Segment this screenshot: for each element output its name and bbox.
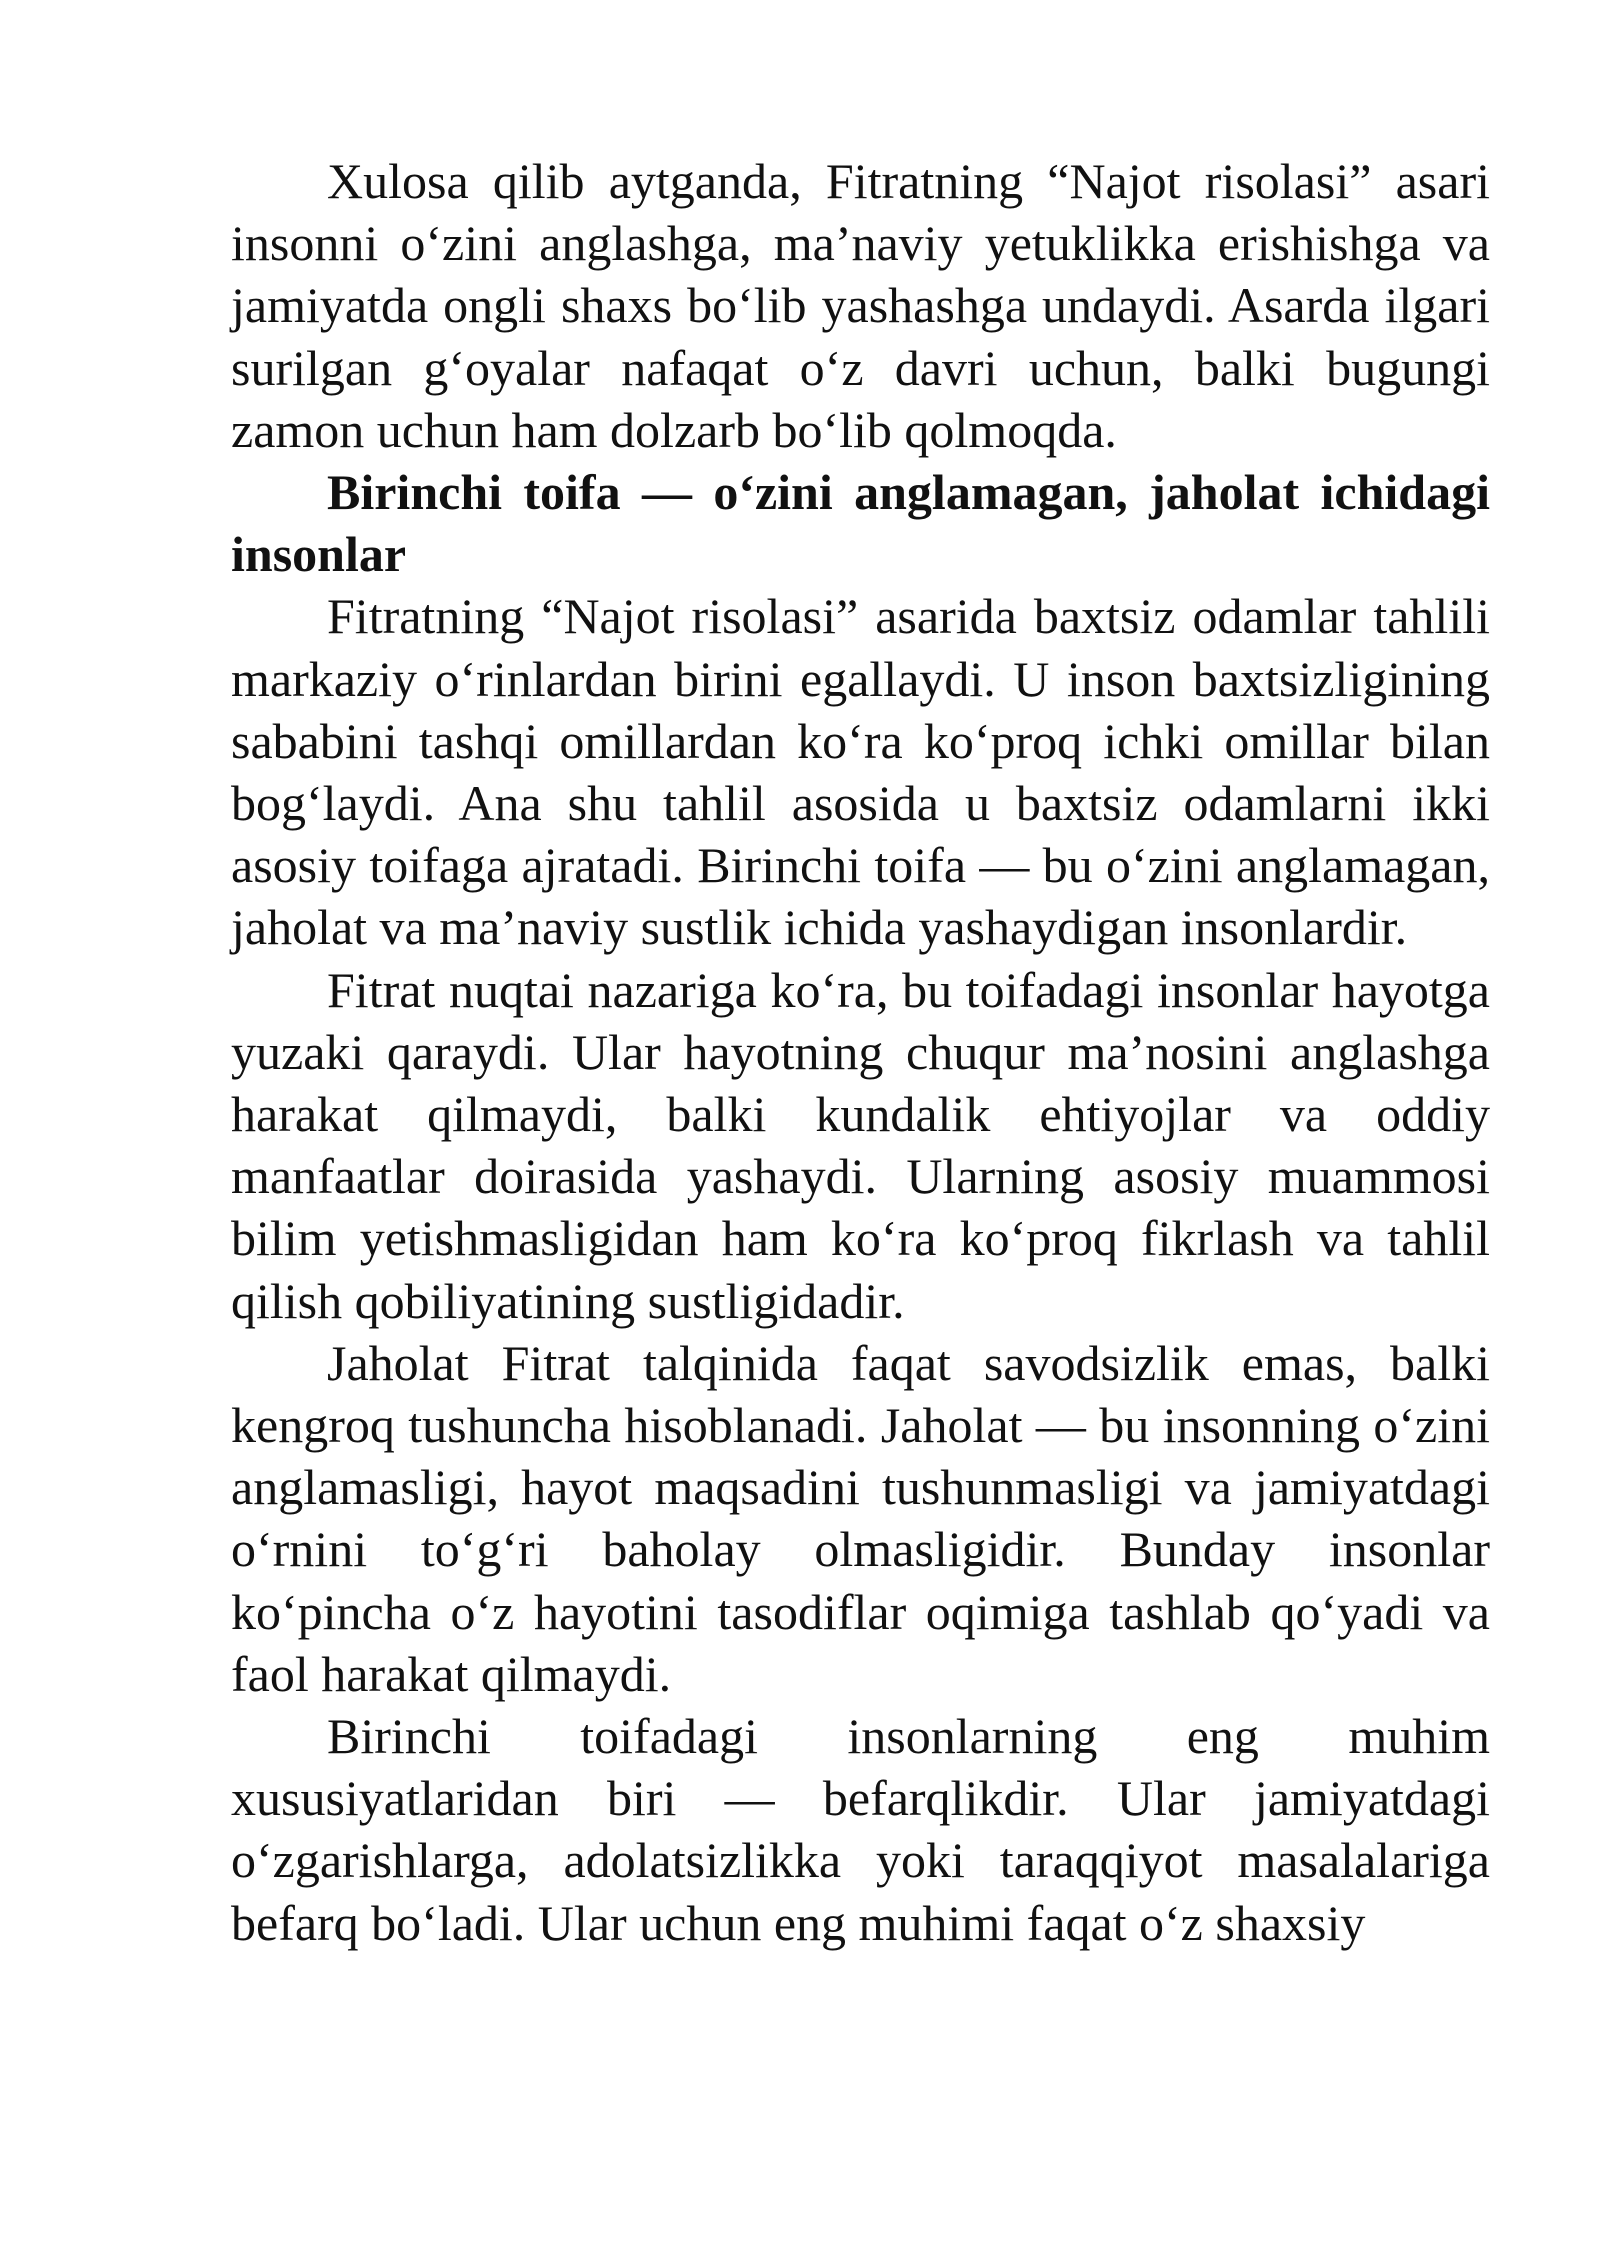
paragraph-conclusion: Xulosa qilib aytganda, Fitratning “Najot risolasi” asari insonni o‘zini anglashga, ma’naviy yetuklikka erishishga va jamiyatda ongli shaxs bo‘lib yashashga undaydi. Asarda ilgari surilgan g‘oyalar nafaqat o‘z davri uchun, balki bugungi zamon uchun ham dolzarb bo‘lib qolmoqda. — [231, 153, 1490, 458]
section-heading: Birinchi toifa — o‘zini anglamagan, jaholat ichidagi insonlar — [231, 464, 1490, 583]
paragraph-intro-analysis: Fitratning “Najot risolasi” asarida baxtsiz odamlar tahlili markaziy o‘rinlardan birini egallaydi. U inson baxtsizligining sababini tashqi omillardan ko‘ra ko‘proq ichki omillar bilan bog‘laydi. Ana shu tahlil asosida u baxtsiz odamlarni ikki asosiy toifaga ajratadi. Birinchi toifa — bu o‘zini anglamagan, jaholat va ma’naviy sustlik ichida yashaydigan insonlardir. — [231, 588, 1490, 956]
document-page — [231, 150, 1490, 1954]
paragraph-indifference: Birinchi toifadagi insonlarning eng muhim xususiyatlaridan biri — befarqlikdir. Ular jamiyatdagi o‘zgarishlarga, adolatsizlikka yoki taraqqiyot masalalariga befarq bo‘ladi. Ular uchun eng muhimi faqat o‘z shaxsiy — [231, 1708, 1490, 1951]
paragraph-superficial-view: Fitrat nuqtai nazariga ko‘ra, bu toifadagi insonlar hayotga yuzaki qaraydi. Ular hayotning chuqur ma’nosini anglashga harakat qilmaydi, balki kundalik ehtiyojlar va oddiy manfaatlar doirasida yashaydi. Ularning asosiy muammosi bilim yetishmasligidan ham ko‘ra ko‘proq fikrlash va tahlil qilish qobiliyatining sustligidadir. — [231, 961, 1490, 1329]
paragraph-ignorance-definition: Jaholat Fitrat talqinida faqat savodsizlik emas, balki kengroq tushuncha hisoblanadi. Jaholat — bu insonning o‘zini anglamasligi, hayot maqsadini tushunmasligi va jamiyatdagi o‘rnini to‘g‘ri baholay olmasligidir. Bunday insonlar ko‘pincha o‘z hayotini tasodiflar oqimiga tashlab qo‘yadi va faol harakat qilmaydi. — [231, 1334, 1490, 1702]
